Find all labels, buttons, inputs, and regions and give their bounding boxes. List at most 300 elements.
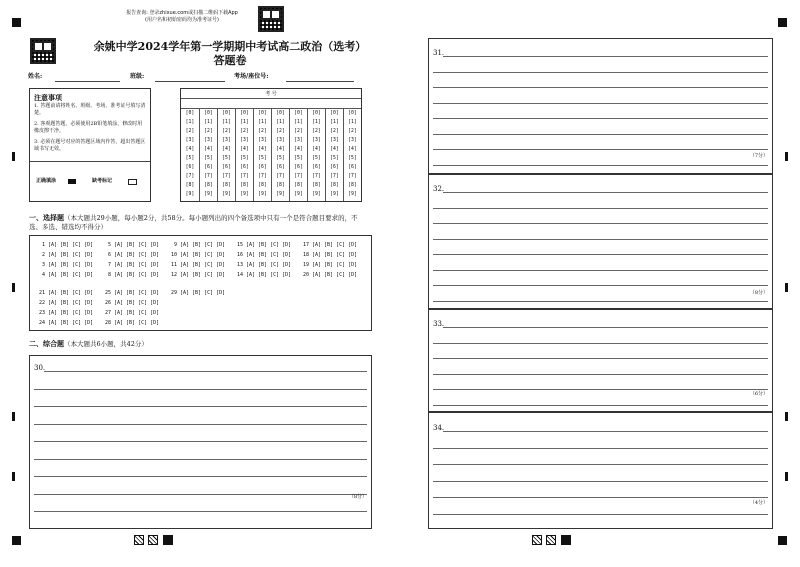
answer-line[interactable] [433, 497, 768, 498]
choice-number: 19 [302, 262, 309, 268]
choice-number: 11 [170, 262, 177, 268]
exam-id-bubble[interactable]: [3] [204, 138, 213, 143]
choice-group-1 [36, 240, 366, 282]
choice-options[interactable]: [A] [B] [C] [D] [114, 290, 160, 296]
choice-number: 15 [236, 242, 243, 248]
exam-id-bubble[interactable]: [4] [258, 147, 267, 152]
exam-id-bubble[interactable]: [7] [330, 174, 339, 179]
name-label: 姓名: [28, 73, 43, 80]
choice-number: 26 [104, 300, 111, 306]
answer-lines[interactable] [429, 175, 772, 308]
exam-id-bubble[interactable]: [1] [348, 120, 357, 125]
correct-fill-label: 正确填涂 [36, 178, 57, 184]
notes-divider [30, 161, 150, 162]
answer-line[interactable] [433, 223, 768, 224]
exam-id-bubble[interactable]: [2] [240, 129, 249, 134]
exam-id-bubble[interactable]: [2] [312, 129, 321, 134]
exam-id-column [235, 109, 253, 201]
answer-line[interactable] [433, 149, 768, 150]
exam-id-bubble[interactable]: [0] [258, 111, 267, 116]
exam-id-bubble[interactable]: [2] [294, 129, 303, 134]
alignment-mark [12, 472, 15, 481]
alignment-mark [778, 18, 787, 27]
choice-item[interactable] [36, 250, 93, 260]
choice-item[interactable] [102, 260, 159, 270]
exam-id-bubble[interactable]: [4] [348, 147, 357, 152]
exam-id-bubble[interactable]: [5] [348, 156, 357, 161]
exam-id-bubble[interactable]: [3] [222, 138, 231, 143]
exam-id-column [217, 109, 235, 201]
exam-id-bubble[interactable]: [1] [204, 120, 213, 125]
exam-id-bubble[interactable]: [1] [276, 120, 285, 125]
choice-options[interactable]: [A] [B] [C] [D] [180, 272, 226, 278]
exam-id-bubble[interactable]: [5] [204, 156, 213, 161]
answer-line[interactable] [433, 134, 768, 135]
exam-id-bubble[interactable]: [2] [185, 129, 195, 134]
notes-item-3: 3. 必须在题号对应的答题区域内作答，超出答题区域书写无效。 [34, 139, 146, 152]
choice-number: 20 [302, 272, 309, 278]
answer-box-q32 [428, 174, 773, 309]
exam-id-column [271, 109, 289, 201]
exam-id-bubble[interactable]: [2] [348, 129, 357, 134]
answer-line[interactable] [433, 343, 768, 344]
choice-item[interactable] [36, 288, 93, 298]
choice-number: 6 [107, 252, 111, 258]
choice-options[interactable]: [A] [B] [C] [D] [114, 252, 160, 258]
page-title: 余姚中学2024学年第一学期期中考试高二政治（选考） [93, 40, 367, 53]
answer-line[interactable] [433, 72, 768, 73]
choice-item[interactable] [168, 250, 225, 260]
section1-title: 一、选择题 [29, 213, 64, 222]
answer-line[interactable] [433, 358, 768, 359]
exam-id-bubble[interactable]: [9] [240, 192, 249, 197]
answer-line[interactable] [34, 459, 367, 460]
choice-options[interactable]: [A] [B] [C] [D] [246, 252, 292, 258]
answer-line[interactable] [34, 389, 367, 390]
choice-options[interactable]: [A] [B] [C] [D] [312, 242, 358, 248]
alignment-mark [12, 412, 15, 421]
choice-number: 10 [170, 252, 177, 258]
page-mark-hatched [148, 535, 158, 545]
alignment-mark [12, 152, 15, 161]
exam-id-bubble[interactable]: [7] [348, 174, 357, 179]
exam-id-bubble[interactable]: [3] [330, 138, 339, 143]
choice-item[interactable] [102, 298, 159, 308]
exam-id-bubble[interactable]: [4] [185, 147, 195, 152]
choice-options[interactable]: [A] [B] [C] [D] [114, 300, 160, 306]
choice-options[interactable]: [A] [B] [C] [D] [312, 272, 358, 278]
choice-options[interactable]: [A] [B] [C] [D] [48, 242, 94, 248]
app-qr-code[interactable] [258, 6, 284, 32]
exam-id-bubble[interactable]: [6] [312, 165, 321, 170]
question-number: 31. [433, 49, 445, 57]
question-number: 30. [34, 364, 46, 372]
choice-item[interactable] [168, 288, 225, 298]
exam-id-bubble[interactable]: [8] [294, 183, 303, 188]
answer-line[interactable] [433, 448, 768, 449]
answer-line[interactable] [433, 87, 768, 88]
answer-box-q31 [428, 38, 773, 174]
exam-id-bubble[interactable]: [4] [294, 147, 303, 152]
exam-id-bubble[interactable]: [2] [222, 129, 231, 134]
answer-line[interactable] [443, 431, 768, 432]
exam-id-bubble[interactable]: [1] [294, 120, 303, 125]
exam-id-bubble[interactable]: [2] [330, 129, 339, 134]
alignment-mark [785, 283, 788, 292]
choice-item[interactable] [102, 250, 159, 260]
choice-options[interactable]: [A] [B] [C] [D] [180, 242, 226, 248]
exam-id-bubble[interactable]: [4] [330, 147, 339, 152]
exam-id-bubble[interactable]: [5] [330, 156, 339, 161]
choice-item[interactable] [36, 240, 93, 250]
choice-options[interactable]: [A] [B] [C] [D] [246, 272, 292, 278]
exam-id-bubble[interactable]: [3] [294, 138, 303, 143]
exam-id-bubble[interactable]: [4] [204, 147, 213, 152]
section1-desc: （本大题共29小题，每小题2分，共58分。每小题列出的四个备选项中只有一个是符合题目要求的，不选、多选、错选均不得分） [29, 214, 358, 231]
choice-number: 1 [41, 242, 45, 248]
exam-id-bubble[interactable]: [5] [240, 156, 249, 161]
exam-id-bubble[interactable]: [6] [294, 165, 303, 170]
name-field[interactable] [55, 81, 120, 82]
question-number: 33. [433, 320, 445, 328]
exam-id-bubble[interactable]: [7] [185, 174, 195, 179]
exam-id-bubble[interactable]: [6] [276, 165, 285, 170]
answer-lines[interactable] [30, 356, 371, 528]
page-mark-solid [163, 535, 173, 545]
choice-number: 9 [173, 242, 177, 248]
question-score: （8分） [749, 290, 768, 296]
exam-id-bubble[interactable]: [9] [348, 192, 357, 197]
choice-number: 27 [104, 310, 111, 316]
exam-id-bubble[interactable]: [0] [222, 111, 231, 116]
choice-number: 24 [38, 320, 45, 326]
answer-line[interactable] [433, 405, 768, 406]
exam-id-bubble[interactable]: [0] [348, 111, 357, 116]
choice-number: 17 [302, 242, 309, 248]
exam-id-column [181, 109, 199, 201]
exam-id-bubble[interactable]: [9] [185, 192, 195, 197]
exam-id-bubble[interactable]: [7] [294, 174, 303, 179]
exam-id-grid [180, 88, 362, 202]
section2-desc: （本大题共6小题，共42分） [64, 340, 148, 348]
answer-line[interactable] [433, 208, 768, 209]
answer-line[interactable] [443, 192, 768, 193]
alignment-mark [785, 152, 788, 161]
exam-id-bubble[interactable]: [8] [240, 183, 249, 188]
exam-id-column [307, 109, 325, 201]
exam-id-column [325, 109, 343, 201]
section1-header [29, 213, 369, 232]
page-subtitle: 答题卷 [213, 54, 247, 67]
exam-id-bubble[interactable]: [0] [330, 111, 339, 116]
exam-id-bubble[interactable]: [2] [204, 129, 213, 134]
choice-options[interactable]: [A] [B] [C] [D] [114, 262, 160, 268]
question-number: 34. [433, 424, 445, 432]
exam-id-bubble[interactable]: [4] [312, 147, 321, 152]
answer-line[interactable] [34, 494, 367, 495]
choice-options[interactable]: [A] [B] [C] [D] [48, 300, 94, 306]
question-score: （6分） [749, 391, 768, 397]
page-mark-solid [561, 535, 571, 545]
exam-id-bubble[interactable]: [1] [185, 120, 195, 125]
choice-item[interactable] [36, 298, 93, 308]
exam-id-bubble[interactable]: [7] [276, 174, 285, 179]
choice-number: 28 [104, 320, 111, 326]
exam-id-bubble[interactable]: [7] [204, 174, 213, 179]
class-label: 班级: [130, 73, 145, 80]
exam-id-bubble[interactable]: [3] [276, 138, 285, 143]
answer-line[interactable] [34, 476, 367, 477]
answer-line[interactable] [34, 511, 367, 512]
choice-number: 23 [38, 310, 45, 316]
answer-box-q34 [428, 412, 773, 529]
exam-id-bubble[interactable]: [5] [258, 156, 267, 161]
choice-item[interactable] [300, 240, 357, 250]
exam-id-bubble[interactable]: [3] [312, 138, 321, 143]
choice-number: 8 [107, 272, 111, 278]
exam-id-bubble[interactable]: [9] [312, 192, 321, 197]
exam-id-bubble[interactable]: [2] [258, 129, 267, 134]
choice-item[interactable] [168, 270, 225, 280]
exam-id-bubble[interactable]: [8] [348, 183, 357, 188]
choice-options[interactable]: [A] [B] [C] [D] [48, 252, 94, 258]
choice-number: 22 [38, 300, 45, 306]
exam-id-bubble[interactable]: [4] [240, 147, 249, 152]
exam-id-column [199, 109, 217, 201]
choice-options[interactable]: [A] [B] [C] [D] [312, 262, 358, 268]
choice-item[interactable] [234, 250, 291, 260]
exam-id-column [253, 109, 271, 201]
question-score: （4分） [749, 500, 768, 506]
exam-id-bubble[interactable]: [1] [240, 120, 249, 125]
exam-id-bubble[interactable]: [0] [204, 111, 213, 116]
exam-id-bubble[interactable]: [3] [185, 138, 195, 143]
exam-id-bubble[interactable]: [7] [240, 174, 249, 179]
exam-id-bubble[interactable]: [0] [185, 111, 195, 116]
exam-id-bubble[interactable]: [1] [222, 120, 231, 125]
absent-mark-label: 缺考标记 [92, 178, 113, 184]
choice-item[interactable] [102, 270, 159, 280]
page-mark-hatched [134, 535, 144, 545]
answer-line[interactable] [433, 239, 768, 240]
answer-line[interactable] [433, 301, 768, 302]
exam-id-bubble[interactable]: [1] [312, 120, 321, 125]
absent-mark-checkbox[interactable] [128, 179, 137, 185]
exam-id-bubble[interactable]: [8] [222, 183, 231, 188]
choice-item[interactable] [102, 308, 159, 318]
exam-id-bubble[interactable]: [7] [312, 174, 321, 179]
exam-id-bubble[interactable]: [0] [276, 111, 285, 116]
question-score: （7分） [749, 153, 768, 159]
alignment-mark [12, 18, 21, 27]
answer-line[interactable] [433, 374, 768, 375]
exam-id-bubbles [181, 109, 361, 201]
exam-id-bubble[interactable]: [7] [258, 174, 267, 179]
answer-line[interactable] [34, 406, 367, 407]
exam-id-bubble[interactable]: [8] [276, 183, 285, 188]
choice-item[interactable] [300, 260, 357, 270]
exam-id-bubble[interactable]: [5] [222, 156, 231, 161]
choice-item[interactable] [300, 270, 357, 280]
answer-line[interactable] [44, 371, 367, 372]
answer-line[interactable] [443, 56, 768, 57]
exam-id-bubble[interactable]: [8] [185, 183, 195, 188]
choice-item[interactable] [300, 250, 357, 260]
exam-id-bubble[interactable]: [6] [240, 165, 249, 170]
choice-item[interactable] [102, 288, 159, 298]
exam-id-bubble[interactable]: [5] [185, 156, 195, 161]
choice-item[interactable] [102, 318, 159, 328]
answer-line[interactable] [34, 424, 367, 425]
alignment-mark [778, 536, 787, 545]
choice-item[interactable] [102, 240, 159, 250]
choice-item[interactable] [168, 260, 225, 270]
question-number: 32. [433, 185, 445, 193]
answer-line[interactable] [433, 514, 768, 515]
section2-header [29, 339, 148, 349]
class-field[interactable] [155, 81, 225, 82]
exam-id-bubble[interactable]: [6] [258, 165, 267, 170]
exam-id-bubble[interactable]: [9] [258, 192, 267, 197]
choice-options[interactable]: [A] [B] [C] [D] [48, 310, 94, 316]
choice-item[interactable] [36, 260, 93, 270]
choice-options[interactable]: [A] [B] [C] [D] [48, 290, 94, 296]
choice-options[interactable]: [A] [B] [C] [D] [180, 290, 226, 296]
exam-id-bubble[interactable]: [6] [330, 165, 339, 170]
choice-options[interactable]: [A] [B] [C] [D] [246, 242, 292, 248]
notes-title: 注意事项 [34, 93, 62, 102]
choice-options[interactable]: [A] [B] [C] [D] [114, 310, 160, 316]
exam-id-bubble[interactable]: [5] [294, 156, 303, 161]
answer-box-q33 [428, 309, 773, 412]
exam-id-bubble[interactable]: [4] [276, 147, 285, 152]
choice-number: 4 [41, 272, 45, 278]
section2-title: 二、综合题 [29, 339, 64, 348]
notes-item-1: 1. 答题前请将姓名、班级、考场、准考证号填写清楚。 [34, 103, 146, 116]
seat-label: 考场/座位号: [234, 73, 269, 80]
exam-id-bubble[interactable]: [7] [222, 174, 231, 179]
choice-number: 7 [107, 262, 111, 268]
exam-id-bubble[interactable]: [1] [330, 120, 339, 125]
choice-number: 29 [170, 290, 177, 296]
answer-line[interactable] [433, 464, 768, 465]
exam-id-bubble[interactable]: [6] [185, 165, 195, 170]
choice-number: 13 [236, 262, 243, 268]
answer-line[interactable] [433, 270, 768, 271]
exam-id-bubble[interactable]: [4] [222, 147, 231, 152]
exam-id-bubble[interactable]: [5] [312, 156, 321, 161]
choice-options[interactable]: [A] [B] [C] [D] [48, 262, 94, 268]
exam-id-bubble[interactable]: [9] [294, 192, 303, 197]
exam-id-bubble[interactable]: [0] [312, 111, 321, 116]
choice-group-2 [36, 288, 366, 330]
exam-id-bubble[interactable]: [8] [258, 183, 267, 188]
exam-id-bubble[interactable]: [3] [240, 138, 249, 143]
choice-item[interactable] [234, 240, 291, 250]
answer-line[interactable] [443, 327, 768, 328]
choice-answer-box [29, 235, 372, 331]
answer-line[interactable] [34, 441, 367, 442]
choice-number: 14 [236, 272, 243, 278]
choice-options[interactable]: [A] [B] [C] [D] [180, 252, 226, 258]
answer-lines[interactable] [429, 310, 772, 411]
exam-id-column [343, 109, 361, 201]
choice-item[interactable] [36, 270, 93, 280]
exam-id-column [289, 109, 307, 201]
exam-id-bubble[interactable]: [3] [348, 138, 357, 143]
choice-options[interactable]: [A] [B] [C] [D] [312, 252, 358, 258]
choice-options[interactable]: [A] [B] [C] [D] [114, 272, 160, 278]
question-score: （8分） [348, 494, 367, 500]
choice-number: 16 [236, 252, 243, 258]
answer-line[interactable] [433, 389, 768, 390]
exam-id-bubble[interactable]: [8] [204, 183, 213, 188]
exam-id-write-row[interactable] [181, 99, 361, 109]
exam-id-bubble[interactable]: [8] [330, 183, 339, 188]
alignment-mark [12, 283, 15, 292]
exam-id-bubble[interactable]: [6] [348, 165, 357, 170]
report-notice-line1: 报告查询: 登录zhixue.com或扫描二维码下载App [126, 10, 238, 16]
answer-line[interactable] [433, 285, 768, 286]
choice-item[interactable] [36, 318, 93, 328]
exam-id-bubble[interactable]: [6] [204, 165, 213, 170]
exam-id-bubble[interactable]: [5] [276, 156, 285, 161]
correct-fill-sample [68, 179, 76, 184]
exam-id-bubble[interactable]: [9] [222, 192, 231, 197]
answer-lines[interactable] [429, 39, 772, 173]
answer-line[interactable] [433, 254, 768, 255]
exam-id-bubble[interactable]: [0] [240, 111, 249, 116]
answer-line[interactable] [433, 103, 768, 104]
choice-item[interactable] [168, 240, 225, 250]
choice-options[interactable]: [A] [B] [C] [D] [48, 320, 94, 326]
exam-id-bubble[interactable]: [8] [312, 183, 321, 188]
choice-number: 18 [302, 252, 309, 258]
exam-id-bubble[interactable]: [6] [222, 165, 231, 170]
choice-options[interactable]: [A] [B] [C] [D] [180, 262, 226, 268]
alignment-mark [785, 472, 788, 481]
choice-number: 2 [41, 252, 45, 258]
sheet-qr-code [30, 38, 56, 64]
choice-item[interactable] [234, 270, 291, 280]
choice-item[interactable] [234, 260, 291, 270]
choice-item[interactable] [36, 308, 93, 318]
choice-number: 12 [170, 272, 177, 278]
choice-number: 21 [38, 290, 45, 296]
exam-id-bubble[interactable]: [9] [204, 192, 213, 197]
choice-options[interactable]: [A] [B] [C] [D] [114, 320, 160, 326]
choice-options[interactable]: [A] [B] [C] [D] [114, 242, 160, 248]
choice-options[interactable]: [A] [B] [C] [D] [246, 262, 292, 268]
page-mark-hatched [546, 535, 556, 545]
choice-number: 5 [107, 242, 111, 248]
answer-line[interactable] [433, 118, 768, 119]
exam-id-bubble[interactable]: [9] [330, 192, 339, 197]
exam-id-bubble[interactable]: [2] [276, 129, 285, 134]
exam-id-bubble[interactable]: [9] [276, 192, 285, 197]
answer-line[interactable] [433, 481, 768, 482]
exam-id-bubble[interactable]: [3] [258, 138, 267, 143]
answer-lines[interactable] [429, 413, 772, 528]
exam-id-bubble[interactable]: [0] [294, 111, 303, 116]
exam-id-bubble[interactable]: [1] [258, 120, 267, 125]
choice-options[interactable]: [A] [B] [C] [D] [48, 272, 94, 278]
seat-field[interactable] [286, 81, 354, 82]
notes-item-2: 2. 客观题答题，必须使用2B铅笔填涂，修改时用橡皮擦干净。 [34, 121, 143, 134]
report-notice-line2: (用户名和初始密码均为准考证号) [145, 17, 219, 23]
notes-box [29, 88, 151, 202]
answer-line[interactable] [433, 165, 768, 166]
